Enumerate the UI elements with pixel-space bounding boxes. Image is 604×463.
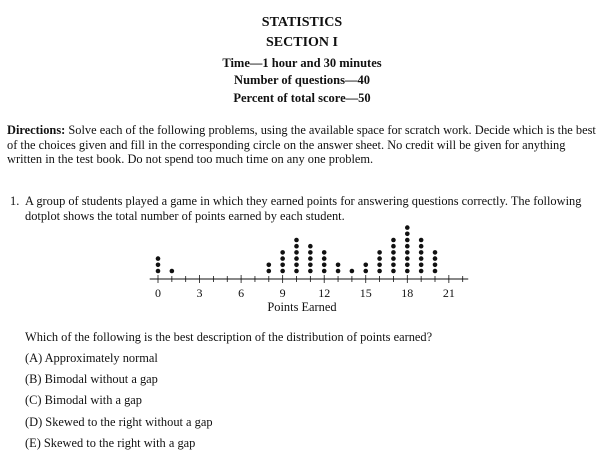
data-dot <box>433 256 438 261</box>
x-tick-label: 12 <box>318 286 331 300</box>
x-tick-label: 0 <box>155 286 161 300</box>
data-dot <box>363 269 368 274</box>
dot-series <box>156 225 438 273</box>
directions <box>7 123 599 167</box>
data-dot <box>308 250 313 255</box>
section-title: SECTION I <box>266 35 338 50</box>
data-dot <box>308 263 313 268</box>
data-dot <box>433 250 438 255</box>
data-dot <box>391 269 396 274</box>
data-dot <box>419 238 424 243</box>
data-dot <box>156 269 161 274</box>
data-dot <box>308 256 313 261</box>
choice-e[interactable]: (E) Skewed to the right with a gap <box>25 436 196 450</box>
data-dot <box>350 269 355 274</box>
data-dot <box>377 250 382 255</box>
choice-c[interactable]: (C) Bimodal with a gap <box>25 393 143 407</box>
data-dot <box>363 263 368 268</box>
x-tick-label: 21 <box>442 286 455 300</box>
question-number: 1. <box>10 194 20 208</box>
data-dot <box>377 269 382 274</box>
data-dot <box>433 269 438 274</box>
data-dot <box>405 263 410 268</box>
data-dot <box>405 250 410 255</box>
choice-a[interactable]: (A) Approximately normal <box>25 351 158 365</box>
data-dot <box>322 263 327 268</box>
data-dot <box>377 256 382 261</box>
data-dot <box>405 269 410 274</box>
data-dot <box>294 256 299 261</box>
question-prompt: Which of the following is the best description of the distribution of points earned? <box>25 330 433 344</box>
data-dot <box>294 250 299 255</box>
data-dot <box>170 269 175 274</box>
x-axis-label: Points Earned <box>267 300 337 314</box>
directions-text: Solve each of the following problems, using the available space for scratch work. Decide which is the best of the choices given and fill in the corresponding circle on the answer sheet. No credit will be given for anything written in the test book. Do not spend too much time on any one problem. <box>7 123 596 166</box>
data-dot <box>419 256 424 261</box>
data-dot <box>405 256 410 261</box>
question-count-info: Number of questions—40 <box>234 73 370 87</box>
data-dot <box>391 250 396 255</box>
x-axis <box>150 275 469 300</box>
data-dot <box>419 250 424 255</box>
data-dot <box>419 244 424 249</box>
time-info: Time—1 hour and 30 minutes <box>222 56 382 70</box>
data-dot <box>294 263 299 268</box>
data-dot <box>156 256 161 261</box>
data-dot <box>308 269 313 274</box>
directions-label: Directions: <box>7 123 66 137</box>
data-dot <box>405 225 410 230</box>
data-dot <box>280 256 285 261</box>
dotplot-chart <box>0 222 604 302</box>
data-dot <box>322 269 327 274</box>
choice-b[interactable]: (B) Bimodal without a gap <box>25 372 158 386</box>
data-dot <box>391 263 396 268</box>
data-dot <box>336 263 341 268</box>
x-tick-label: 18 <box>401 286 414 300</box>
x-tick-label: 3 <box>196 286 203 300</box>
data-dot <box>156 263 161 268</box>
question-text: A group of students played a game in which they earned points for answering questions correctly. The following dotplot shows the total number of points earned by each student. <box>25 194 582 223</box>
data-dot <box>405 238 410 243</box>
data-dot <box>336 269 341 274</box>
data-dot <box>322 250 327 255</box>
x-tick-label: 6 <box>238 286 245 300</box>
data-dot <box>280 269 285 274</box>
data-dot <box>267 263 272 268</box>
data-dot <box>322 256 327 261</box>
x-tick-label: 15 <box>359 286 372 300</box>
score-percent-info: Percent of total score—50 <box>233 91 371 105</box>
data-dot <box>419 263 424 268</box>
data-dot <box>405 244 410 249</box>
x-tick-label: 9 <box>279 286 286 300</box>
data-dot <box>391 244 396 249</box>
data-dot <box>391 238 396 243</box>
data-dot <box>419 269 424 274</box>
data-dot <box>405 232 410 237</box>
data-dot <box>280 263 285 268</box>
data-dot <box>267 269 272 274</box>
test-title: STATISTICS <box>261 15 343 30</box>
data-dot <box>391 256 396 261</box>
data-dot <box>377 263 382 268</box>
data-dot <box>294 238 299 243</box>
data-dot <box>294 244 299 249</box>
data-dot <box>433 263 438 268</box>
data-dot <box>294 269 299 274</box>
data-dot <box>308 244 313 249</box>
choice-d[interactable]: (D) Skewed to the right without a gap <box>25 415 213 429</box>
data-dot <box>280 250 285 255</box>
